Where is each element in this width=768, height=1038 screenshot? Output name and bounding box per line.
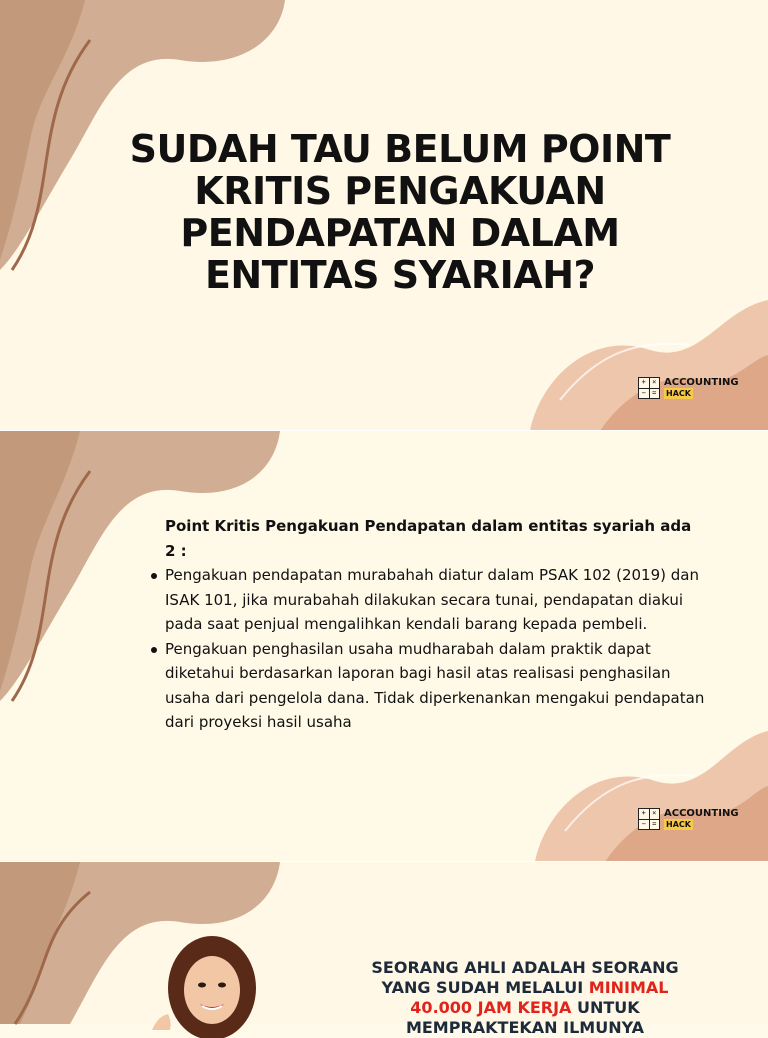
list-item: Pengakuan pendapatan murabahah diatur dalam PSAK 102 (2019) dan ISAK 101, jika murabahah dilakukan secara tunai, pendapatan diakui pada saat penjual mengalihkan kendali barang kepada pembeli.: [165, 563, 705, 637]
content-block: [165, 514, 705, 735]
bullet-list: [165, 563, 705, 735]
calculator-icon: + × − =: [638, 808, 660, 830]
accounting-hack-logo: [638, 377, 739, 399]
logo-text-line2: HACK: [666, 389, 691, 398]
quote-highlight: MINIMAL 40.000 JAM KERJA: [410, 978, 669, 1017]
logo-text-line1: ACCOUNTING: [664, 377, 739, 388]
logo-text-line2: HACK: [666, 820, 691, 829]
calculator-icon: + × − =: [638, 377, 660, 399]
slide-2: [0, 431, 768, 862]
accounting-hack-logo: [638, 808, 739, 830]
logo-text-line1: ACCOUNTING: [664, 808, 739, 819]
slide-3: [0, 862, 768, 1037]
page-title: SUDAH TAU BELUM POINT KRITIS PENGAKUAN PENDAPATAN DALAM ENTITAS SYARIAH?: [129, 127, 671, 297]
section-heading: Point Kritis Pengakuan Pendapatan dalam entitas syariah ada 2 :: [165, 517, 692, 560]
slide-1: [0, 0, 768, 431]
person-photo: [150, 930, 270, 1030]
quote-text: [360, 958, 690, 1038]
list-item: Pengakuan penghasilan usaha mudharabah dalam praktik dapat diketahui berdasarkan laporan bagi hasil atas realisasi penghasilan usaha dari pengelola dana. Tidak diperkenankan mengakui pendapatan dari proyeksi hasil usaha: [165, 637, 705, 735]
quote-part-1: SEORANG AHLI ADALAH SEORANG YANG SUDAH MELALUI: [371, 958, 679, 997]
quote-part-2: UNTUK MEMPRAKTEKAN ILMUNYA: [405, 998, 645, 1037]
